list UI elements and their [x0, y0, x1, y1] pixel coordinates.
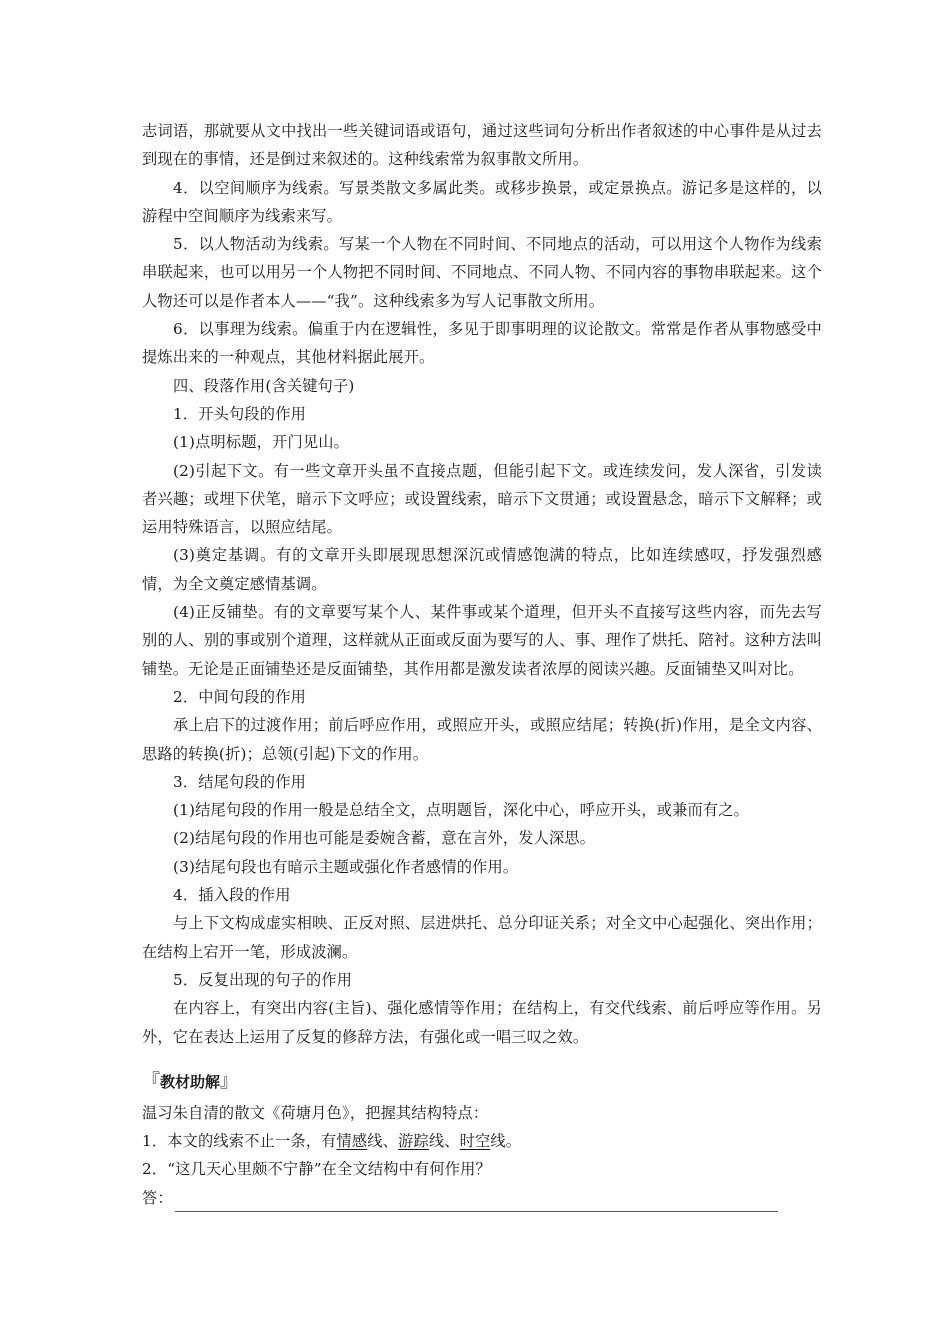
item-opening-3: (3)奠定基调。有的文章开头即展现思想深沉或情感饱满的特点，比如连续感叹，抒发强烈感情，为全文奠定感情基调。	[142, 546, 822, 593]
item-opening-2: (2)引起下文。有一些文章开头虽不直接点题，但能引起下文。或连续发问，发人深省，引发读者兴趣；或埋下伏笔，暗示下文呼应；或设置线索，暗示下文贯通；或设置悬念，暗示下文解释；或运用特殊语言，以照应结尾。	[142, 461, 822, 537]
separator-1: 线、	[367, 1132, 399, 1151]
separator-3: 线。	[490, 1132, 522, 1151]
subheading-insert: 4．插入段的作用	[173, 886, 291, 905]
paragraph-continued-intro: 志词语，那就要从文中找出一些关键词语或语句，通过这些词句分析出作者叙述的中心事件是从过去到现在的事情，还是倒过来叙述的。这种线索常为叙事散文所用。	[142, 122, 822, 169]
heading-paragraph-function: 四、段落作用(含关键句子)	[173, 376, 355, 395]
answer-time-space: 时空	[459, 1132, 491, 1151]
item-opening-4: (4)正反铺垫。有的文章要写某个人、某件事或某个道理，但开头不直接写这些内容，而先去写别的人、别的事或别个道理，这样就从正面或反面为要写的人、事、理作了烘托、陪衬。这种方法叫铺垫。无论是正面铺垫还是反面铺垫，其作用都是激发读者浓厚的阅读兴趣。反面铺垫又叫对比。	[142, 603, 822, 678]
subheading-middle: 2．中间句段的作用	[173, 687, 306, 706]
separator-2: 线、	[428, 1132, 460, 1151]
paragraph-insert: 与上下文构成虚实相映、正反对照、层进烘托、总分印证关系；对全文中心起强化、突出作用；在结构上宕开一笔，形成波澜。	[142, 914, 822, 961]
answer-label: 答：	[142, 1188, 173, 1207]
item-ending-1: (1)结尾句段的作用一般是总结全文，点明题旨，深化中心，呼应开头，或兼而有之。	[173, 801, 750, 820]
section-title: 教材助解	[160, 1072, 221, 1091]
paragraph-repeat: 在内容上，有突出内容(主旨)、强化感情等作用；在结构上，有交代线索、前后呼应等作用。另外，它在表达上运用了反复的修辞方法，有强化或一唱三叹之效。	[142, 999, 822, 1046]
paragraph-spatial-clue: 4．以空间顺序为线索。写景类散文多属此类。或移步换景，或定景换点。游记多是这样的，以游程中空间顺序为线索来写。	[142, 178, 822, 225]
section-header-textbook-help	[142, 1069, 238, 1095]
answer-blank-line[interactable]	[175, 1193, 778, 1212]
close-bracket: 』	[220, 1070, 239, 1092]
item-ending-3: (3)结尾句段也有暗示主题或强化作者感情的作用。	[173, 857, 519, 876]
answer-emotion: 情感	[336, 1132, 368, 1151]
answer-row	[142, 1184, 822, 1212]
paragraph-character-clue: 5．以人物活动为线索。写某一个人物在不同时间、不同地点的活动，可以用这个人物作为线索串联起来，也可以用另一个人物把不同时间、不同地点、不同人物、不同内容的事物串联起来。这个人物还可以是作者本人——“我”。这种线索多为写人记事散文所用。	[142, 235, 822, 310]
subheading-ending: 3．结尾句段的作用	[173, 772, 306, 791]
open-bracket: 『	[142, 1070, 160, 1092]
question-1	[142, 1127, 822, 1155]
item-ending-2: (2)结尾句段的作用也可能是委婉含蓄，意在言外，发人深思。	[173, 829, 596, 848]
paragraph-middle: 承上启下的过渡作用；前后呼应作用，或照应开头，或照应结尾；转换(折)作用，是全文内容、思路的转换(折)；总领(引起)下文的作用。	[142, 716, 822, 763]
section-intro: 温习朱自清的散文《荷塘月色》，把握其结构特点：	[142, 1103, 489, 1122]
paragraph-logic-clue: 6．以事理为线索。偏重于内在逻辑性，多见于即事明理的议论散文。常常是作者从事物感受中提炼出来的一种观点，其他材料据此展开。	[142, 320, 822, 367]
subheading-repeat: 5．反复出现的句子的作用	[173, 970, 353, 989]
subheading-opening: 1．开头句段的作用	[173, 404, 306, 423]
document-page	[142, 117, 822, 1212]
question-2: 2．“这几天心里颇不宁静”在全文结构中有何作用？	[142, 1160, 491, 1179]
item-opening-1: (1)点明标题，开门见山。	[173, 433, 349, 452]
question-1-prefix: 1．本文的线索不止一条，有	[142, 1132, 337, 1151]
answer-travel: 游踪	[398, 1132, 429, 1151]
